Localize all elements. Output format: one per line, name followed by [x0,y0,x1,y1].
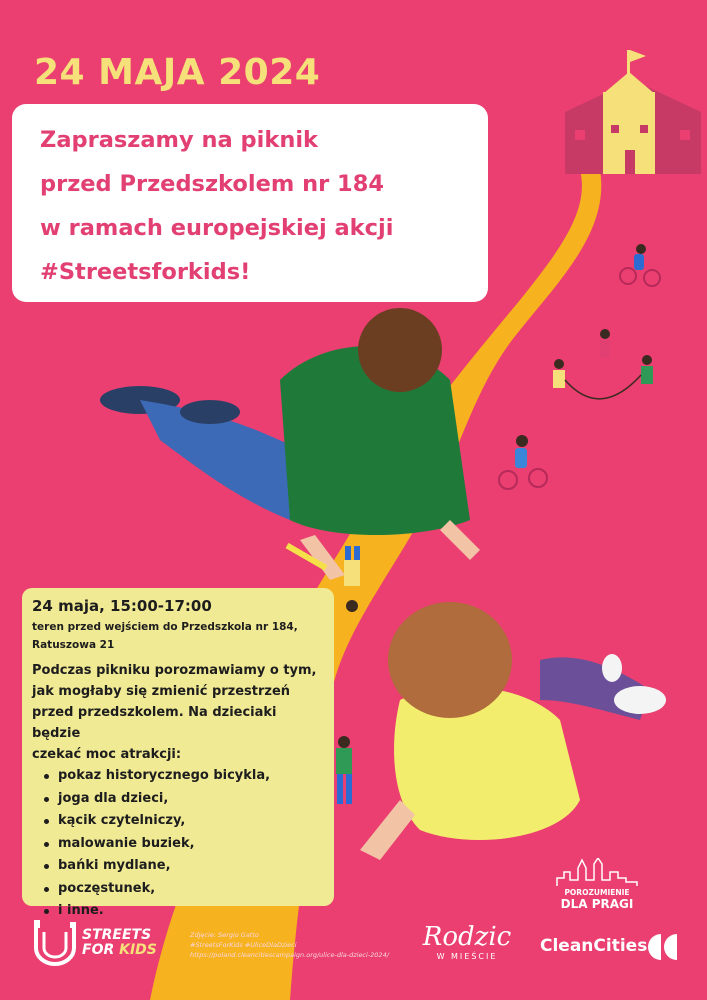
jump-rope-figures [553,329,653,399]
description-line: przed przedszkolem. Na dzieciaki będzie [32,705,277,741]
rodzic-sub: W MIEŚCIE [436,952,498,961]
streets-for-kids-text [82,928,157,958]
streets-for-kids-icon [30,918,80,966]
event-description [32,660,324,765]
boy-photo [100,308,480,580]
sfk-kids: KIDS [119,942,157,958]
rodzic-main: Rodzic [422,922,512,952]
credit-line: #StreetsForKids #UliceDlaDzieci [190,941,297,949]
attraction-item: kącik czytelniczy, [58,810,324,833]
description-line: czekać moc atrakcji: [32,747,182,762]
attraction-item: i inne. [58,900,324,923]
event-info-box [22,588,334,918]
walking-figure [336,736,352,804]
description-line: jak mogłaby się zmienić przestrzeń [32,684,291,699]
pdp-line2: DLA PRAGI [560,897,634,911]
cleancities-logo-text: CleanCities [540,936,648,956]
invitation-box [12,104,488,302]
attractions-list [32,765,324,923]
description-line: Podczas pikniku porozmawiamy o tym, [32,663,317,678]
attraction-item: bańki mydlane, [58,855,324,878]
date-heading: 24 MAJA 2024 [34,52,321,93]
event-time: 24 maja, 15:00-17:00 [32,597,212,615]
photo-credits [190,930,405,960]
invite-line: w ramach europejskiej akcji [40,215,394,241]
invite-line: #Streetsforkids! [40,259,251,285]
event-place [32,618,324,654]
event-place-line: Ratuszowa 21 [32,639,115,651]
credit-line: Zdjęcie: Sergio Gatto [190,931,259,939]
invite-line: przed Przedszkolem nr 184 [40,171,385,197]
porozumienie-dla-pragi-logo [552,858,642,918]
school-icon [565,50,701,174]
girl-photo [360,602,666,860]
cyclist-figure-1 [620,244,660,286]
pdp-line1: POROZUMIENIE [564,888,630,897]
attraction-item: pokaz historycznego bicykla, [58,765,324,788]
cleancities-icon [645,932,679,962]
cyclist-figure-2 [499,435,547,489]
streets-for-kids-logo [30,918,160,968]
attraction-item: malowanie buziek, [58,833,324,856]
attraction-item: poczęstunek, [58,878,324,901]
attraction-item: joga dla dzieci, [58,788,324,811]
sfk-for: FOR [82,942,120,958]
invite-line: Zapraszamy na piknik [40,127,319,153]
sfk-line2 [82,943,157,958]
sfk-line1: STREETS [82,927,152,943]
skyline-icon [552,858,642,888]
rodzic-w-miescie-logo [412,922,522,977]
credit-url[interactable]: https://poland.cleancitiescampaign.org/ulice-dla-dzieci-2024/ [190,951,389,959]
event-place-line: teren przed wejściem do Przedszkola nr 184, [32,621,298,633]
